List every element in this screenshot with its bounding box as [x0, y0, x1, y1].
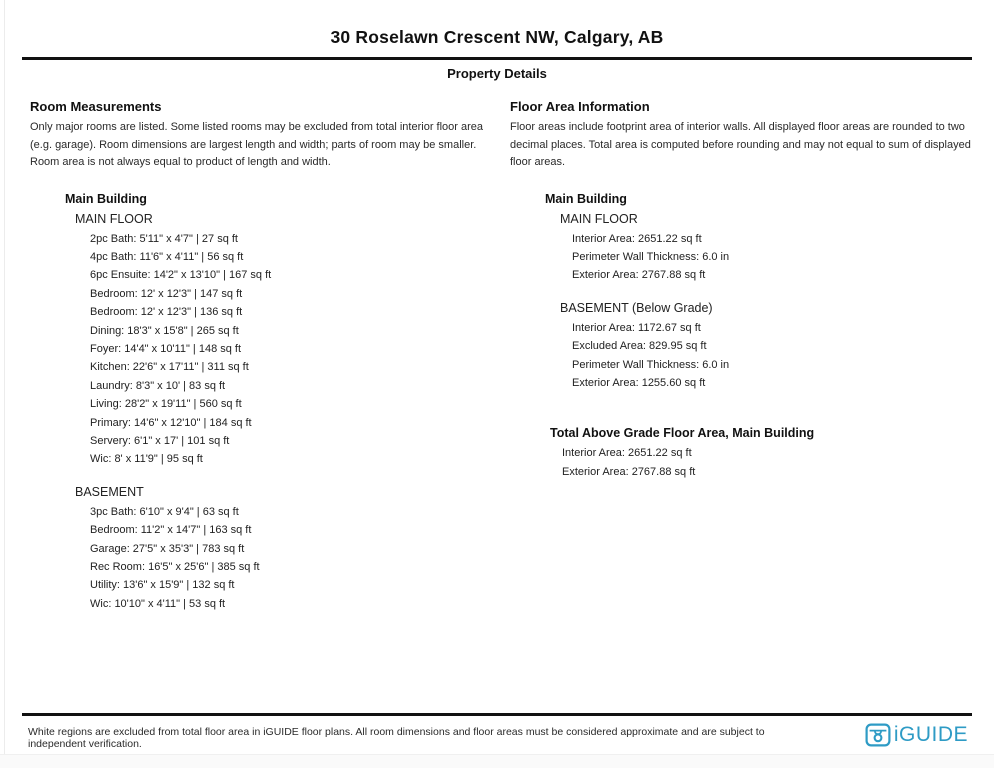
basement-area-block: [545, 299, 984, 393]
floor-name: MAIN FLOOR: [560, 211, 638, 226]
room-measurements-description: Only major rooms are listed. Some listed rooms may be excluded from total interior floor area (e.g. garage). Room dimensions are largest length and width; parts of room may be smaller. Room area is not always equal to product of length and width.: [30, 121, 484, 168]
room-line: Wic: 10'10" x 4'11" | 53 sq ft: [90, 597, 226, 610]
room-line: Foyer: 14'4" x 10'11" | 148 sq ft: [90, 342, 242, 355]
basement-room-list: [65, 503, 500, 613]
disclaimer-text: White regions are excluded from total floor area in iGUIDE floor plans. All room dimensions and floor areas must be considered approximate and are subject to independent verification.: [28, 726, 765, 750]
floor-name: BASEMENT (Below Grade): [560, 300, 713, 315]
room-line: Utility: 13'6" x 15'9" | 132 sq ft: [90, 579, 235, 592]
floor-name: MAIN FLOOR: [75, 211, 153, 226]
header-divider: [22, 57, 972, 60]
room-measurements-heading: Room Measurements: [30, 99, 162, 114]
page-header: [0, 0, 994, 81]
building-name: Main Building: [65, 191, 147, 206]
main-floor-stat-list: [545, 230, 984, 285]
content-columns: [0, 99, 994, 613]
main-floor-block: [65, 210, 500, 469]
stat-line: Perimeter Wall Thickness: 6.0 in: [572, 250, 730, 263]
floor-area-section: [510, 99, 984, 613]
room-line: Living: 28'2" x 19'11" | 560 sq ft: [90, 398, 242, 411]
stat-line: Perimeter Wall Thickness: 6.0 in: [572, 358, 730, 371]
total-above-grade-block: [510, 426, 984, 481]
stat-line: Interior Area: 2651.22 sq ft: [572, 232, 702, 245]
iguide-logo-text: iGUIDE: [893, 723, 968, 746]
iguide-logo: [865, 722, 968, 748]
room-line: Primary: 14'6" x 12'10" | 184 sq ft: [90, 416, 252, 429]
room-line: Laundry: 8'3" x 10' | 83 sq ft: [90, 379, 226, 392]
room-line: Servery: 6'1" x 17' | 101 sq ft: [90, 434, 230, 447]
room-line: Dining: 18'3" x 15'8" | 265 sq ft: [90, 324, 239, 337]
total-above-grade-heading: Total Above Grade Floor Area, Main Building: [550, 426, 815, 441]
floor-area-heading: Floor Area Information: [510, 99, 650, 114]
room-line: Bedroom: 12' x 12'3" | 136 sq ft: [90, 306, 243, 319]
stat-line: Exterior Area: 1255.60 sq ft: [572, 376, 706, 389]
basement-block: [65, 483, 500, 613]
main-floor-room-list: [65, 230, 500, 469]
total-stat-list: [550, 444, 984, 481]
basement-stat-list: [545, 319, 984, 393]
room-line: Kitchen: 22'6" x 17'11" | 311 sq ft: [90, 361, 249, 374]
footer-row: [0, 716, 994, 750]
stat-line: Interior Area: 2651.22 sq ft: [562, 447, 692, 460]
stat-line: Exterior Area: 2767.88 sq ft: [572, 269, 706, 282]
page-footer: [0, 713, 994, 750]
building-name: Main Building: [545, 191, 627, 206]
stat-line: Exterior Area: 2767.88 sq ft: [562, 465, 696, 478]
room-measurements-section: [30, 99, 500, 613]
room-line: Bedroom: 11'2" x 14'7" | 163 sq ft: [90, 524, 252, 537]
page-title: 30 Roselawn Crescent NW, Calgary, AB: [330, 27, 664, 47]
room-measurements-building: [30, 192, 500, 614]
stat-line: Excluded Area: 829.95 sq ft: [572, 340, 707, 353]
room-line: 2pc Bath: 5'11" x 4'7" | 27 sq ft: [90, 232, 238, 245]
stat-line: Interior Area: 1172.67 sq ft: [572, 321, 701, 334]
room-line: 4pc Bath: 11'6" x 4'11" | 56 sq ft: [90, 250, 244, 263]
main-floor-area-block: [545, 210, 984, 285]
floor-name: BASEMENT: [75, 484, 144, 499]
room-line: Wic: 8' x 11'9" | 95 sq ft: [90, 453, 203, 466]
room-line: 6pc Ensuite: 14'2" x 13'10" | 167 sq ft: [90, 269, 272, 282]
page-subtitle: Property Details: [447, 66, 547, 81]
room-line: Garage: 27'5" x 35'3" | 783 sq ft: [90, 542, 245, 555]
camera-lens-shape: [874, 734, 881, 741]
iguide-camera-icon: [865, 722, 891, 748]
room-line: Rec Room: 16'5" x 25'6" | 385 sq ft: [90, 561, 260, 573]
room-line: 3pc Bath: 6'10" x 9'4" | 63 sq ft: [90, 505, 239, 518]
floor-area-building: [510, 192, 984, 393]
room-line: Bedroom: 12' x 12'3" | 147 sq ft: [90, 287, 243, 300]
floor-area-description: Floor areas include footprint area of interior walls. All displayed floor areas are rounded to two decimal places. Total area is computed before rounding and may not equal to sum of displayed floor areas.: [510, 121, 971, 168]
